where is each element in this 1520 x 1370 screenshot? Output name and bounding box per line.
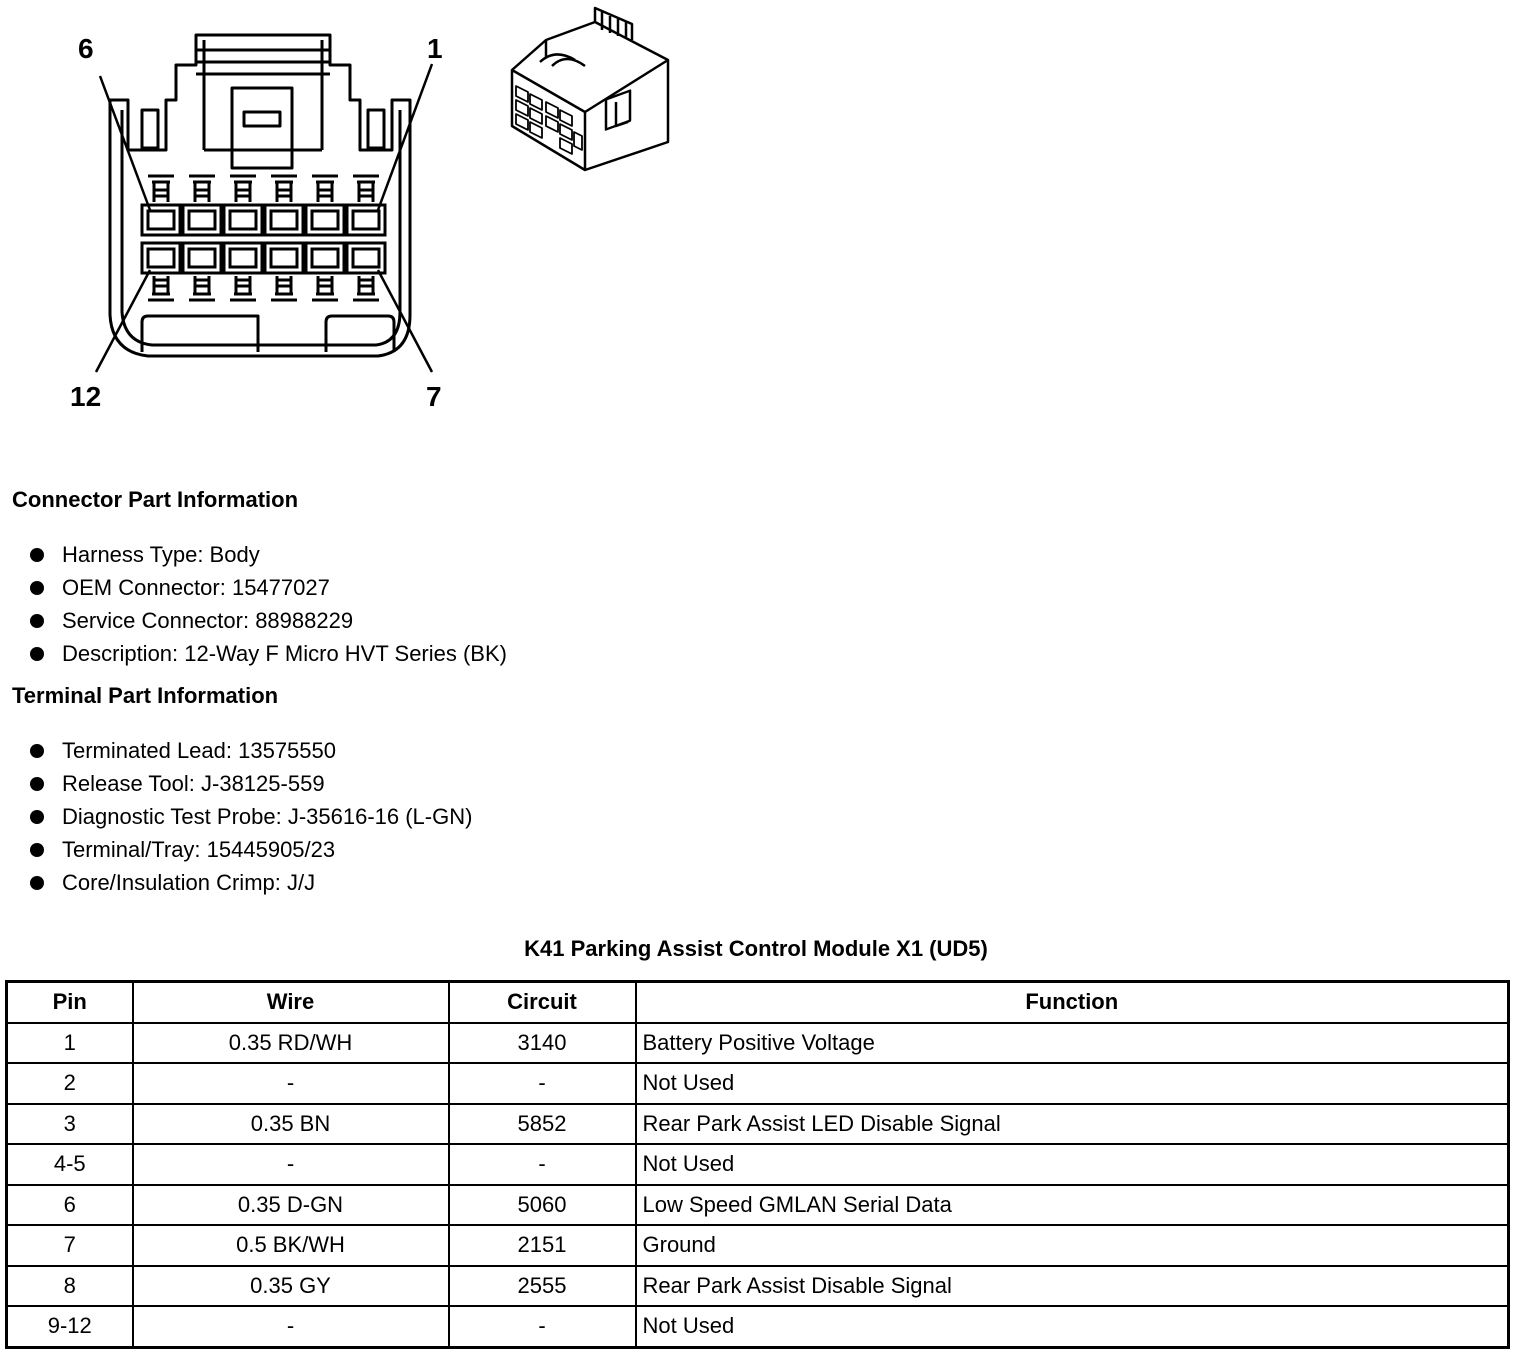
column-header-pin: Pin bbox=[7, 982, 133, 1023]
pin-label-7: 7 bbox=[426, 381, 442, 412]
wire-cell: - bbox=[133, 1144, 449, 1185]
pin-cell: 1 bbox=[7, 1023, 133, 1064]
circuit-cell: - bbox=[449, 1306, 636, 1347]
pin-cell: 4-5 bbox=[7, 1144, 133, 1185]
table-row bbox=[7, 1023, 1509, 1064]
list-item: Core/Insulation Crimp: J/J bbox=[28, 868, 472, 901]
wire-cell: 0.35 D-GN bbox=[133, 1185, 449, 1226]
list-item: Terminated Lead: 13575550 bbox=[28, 736, 472, 769]
terminal-part-info-list bbox=[28, 736, 472, 901]
function-cell: Rear Park Assist Disable Signal bbox=[636, 1266, 1509, 1307]
circuit-cell: 5852 bbox=[449, 1104, 636, 1145]
list-item: Service Connector: 88988229 bbox=[28, 606, 507, 639]
pin-cell: 7 bbox=[7, 1225, 133, 1266]
table-row bbox=[7, 1266, 1509, 1307]
circuit-cell: 2151 bbox=[449, 1225, 636, 1266]
column-header-wire: Wire bbox=[133, 982, 449, 1023]
wire-cell: - bbox=[133, 1306, 449, 1347]
wire-cell: 0.5 BK/WH bbox=[133, 1225, 449, 1266]
wire-cell: - bbox=[133, 1063, 449, 1104]
pinout-table-title: K41 Parking Assist Control Module X1 (UD5) bbox=[524, 936, 988, 961]
pin-cell: 9-12 bbox=[7, 1306, 133, 1347]
pin-label-1: 1 bbox=[427, 33, 443, 64]
column-header-function: Function bbox=[636, 982, 1509, 1023]
wire-cell: 0.35 RD/WH bbox=[133, 1023, 449, 1064]
function-cell: Not Used bbox=[636, 1144, 1509, 1185]
circuit-cell: 5060 bbox=[449, 1185, 636, 1226]
circuit-cell: 3140 bbox=[449, 1023, 636, 1064]
pin-label-12: 12 bbox=[70, 381, 102, 412]
table-row bbox=[7, 1144, 1509, 1185]
list-item: Release Tool: J-38125-559 bbox=[28, 769, 472, 802]
connector-part-info-title: Connector Part Information bbox=[12, 487, 299, 512]
list-item: Harness Type: Body bbox=[28, 540, 507, 573]
circuit-cell: - bbox=[449, 1144, 636, 1185]
connector-isometric-view bbox=[512, 8, 668, 170]
function-cell: Low Speed GMLAN Serial Data bbox=[636, 1185, 1509, 1226]
table-header-row bbox=[7, 982, 1509, 1023]
table-row bbox=[7, 1104, 1509, 1145]
connector-latch bbox=[232, 88, 292, 168]
table-row bbox=[7, 1063, 1509, 1104]
list-item: Diagnostic Test Probe: J-35616-16 (L-GN) bbox=[28, 802, 472, 835]
connector-part-info-list bbox=[28, 540, 507, 672]
function-cell: Battery Positive Voltage bbox=[636, 1023, 1509, 1064]
pin-cell: 3 bbox=[7, 1104, 133, 1145]
circuit-cell: 2555 bbox=[449, 1266, 636, 1307]
table-row bbox=[7, 1225, 1509, 1266]
function-cell: Rear Park Assist LED Disable Signal bbox=[636, 1104, 1509, 1145]
pin-cell: 2 bbox=[7, 1063, 133, 1104]
function-cell: Not Used bbox=[636, 1063, 1509, 1104]
connector-diagram bbox=[0, 0, 760, 420]
pinout-table bbox=[5, 980, 1510, 1349]
circuit-cell: - bbox=[449, 1063, 636, 1104]
wire-cell: 0.35 BN bbox=[133, 1104, 449, 1145]
wire-cell: 0.35 GY bbox=[133, 1266, 449, 1307]
function-cell: Not Used bbox=[636, 1306, 1509, 1347]
terminal-part-info-title: Terminal Part Information bbox=[12, 683, 279, 708]
pin-cell: 6 bbox=[7, 1185, 133, 1226]
list-item: Terminal/Tray: 15445905/23 bbox=[28, 835, 472, 868]
pin-cell: 8 bbox=[7, 1266, 133, 1307]
table-row bbox=[7, 1306, 1509, 1347]
list-item: OEM Connector: 15477027 bbox=[28, 573, 507, 606]
function-cell: Ground bbox=[636, 1225, 1509, 1266]
list-item: Description: 12-Way F Micro HVT Series (BK) bbox=[28, 639, 507, 672]
column-header-circuit: Circuit bbox=[449, 982, 636, 1023]
table-row bbox=[7, 1185, 1509, 1226]
pin-label-6: 6 bbox=[78, 33, 94, 64]
